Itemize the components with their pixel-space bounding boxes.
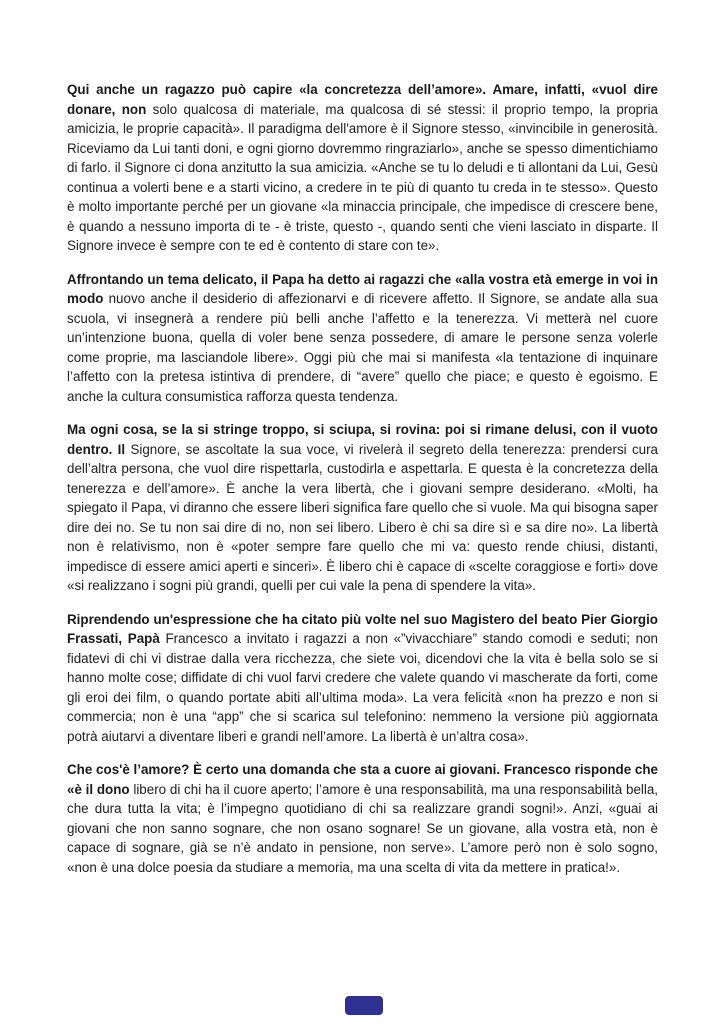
paragraph-2-body: nuovo anche il desiderio di affezionarvi e di ricevere affetto. Il Signore, se andate alla sua scuola, vi insegnerà a rendere più belli anche l’affetto e la tenerezza. Vi metterà nel cuore un’intenzione buona, quella di voler bene senza possedere, di amare le persone senza volerle come proprie, ma lasciandole libere». Oggi più che mai si manifesta «la tentazione di inquinare l’affetto con la pretesa istintiva di prendere, di “avere” quello che piace; e questo è egoismo. E anche la cultura consumistica rafforza questa tendenza. xyxy=(67,291,658,404)
paragraph-2 xyxy=(67,270,658,407)
paragraph-1-lead: Qui anche un ragazzo può capire «la concretezza dell’amore». Amare, infatti, «vuol dire donare, non xyxy=(67,82,658,117)
paragraph-3-body: Signore, se ascoltate la sua voce, vi rivelerà il segreto della tenerezza: prendersi cura dell’altra persona, che vuol dire rispettarla, custodirla e aspettarla. E questa è la concretezza della tenerezza e dell’amore». È anche la vera libertà, che i giovani sempre desiderano. «Molti, ha spiegato il Papa, vi diranno che essere liberi significa fare quello che si vuole. Ma qui bisogna saper dire dei no. Se tu non sai dire di no, non sei libero. Libero è chi sa dire sì e sa dire no». La libertà non è relativismo, non è «poter sempre fare quello che mi va: questo rende chiusi, distanti, impedisce di essere amici aperti e sinceri». È libero chi è capace di «scelte coraggiose e forti» dove «si realizzano i sogni più grandi, quelli per cui vale la pena di spendere la vita». xyxy=(67,441,658,593)
footer-logo-badge xyxy=(345,996,383,1015)
paragraph-1 xyxy=(67,80,658,256)
paragraph-4-body: Francesco a invitato i ragazzi a non «”vivacchiare” stando comodi e seduti; non fidatevi di chi vi distrae dalla vera ricchezza, che siete voi, dicendovi che la vita è bella solo se si hanno molte cose; diffidate di chi vuol farvi credere che valete quando vi mascherate da forti, come gli eroi dei film, o quando portate abiti all’ultima moda». La vera felicità «non ha prezzo e non si commercia; non è una “app” che si scarica sul telefonino: nemmeno la versione più aggiornata potrà aiutarvi a diventare liberi e grandi nell’amore. La libertà è un’altra cosa». xyxy=(67,631,658,744)
paragraph-5-lead: Che cos'è l’amore? È certo una domanda che sta a cuore ai giovani. Francesco risponde che «è il dono xyxy=(67,762,658,797)
paragraph-4-lead: Riprendendo un'espressione che ha citato più volte nel suo Magistero del beato Pier Giorgio Frassati, Papà xyxy=(67,611,658,646)
paragraph-5-body: libero di chi ha il cuore aperto; l’amore è una responsabilità, ma una responsabilità bella, che dura tutta la vita; è l’impegno quotidiano di chi sa realizzare grandi sogni!». Anzi, «guai ai giovani che non sanno sognare, che non osano sognare! Se un giovane, alla vostra età, non è capace di sognare, già se n’è andato in pensione, non serve». L’amore però non è solo sogno, «non è una dolce poesia da studiare a memoria, ma una scelta di vita da mettere in pratica!». xyxy=(67,781,659,875)
paragraph-5 xyxy=(67,760,658,877)
paragraph-1-body: solo qualcosa di materiale, ma qualcosa di sé stessi: il proprio tempo, la propria amicizia, le proprie capacità». Il paradigma dell'amore è il Signore stesso, «invincibile in generosità. Riceviamo da Lui tanti doni, e ogni giorno dovremmo ringraziarlo», anche se spesso dimentichiamo di farlo. il Signore ci dona anzitutto la sua amicizia. «Anche se tu lo deludi e ti allontani da Lui, Gesù continua a volerti bene e a starti vicino, a credere in te più di quanto tu creda in te stesso». Questo è molto importante perché per un giovane «la minaccia principale, che impedisce di crescere bene, è quando a nessuno importa di te - è triste, questo -, quando senti che vieni lasciato in disparte. Il Signore invece è sempre con te ed è contento di stare con te». xyxy=(67,101,659,253)
paragraph-3 xyxy=(67,420,658,596)
paragraph-2-lead: Affrontando un tema delicato, il Papa ha detto ai ragazzi che «alla vostra età emerge in voi in modo xyxy=(67,271,658,306)
paragraph-4 xyxy=(67,610,658,747)
document-text-block xyxy=(67,80,658,891)
paragraph-3-lead: Ma ogni cosa, se la si stringe troppo, si sciupa, si rovina: poi si rimane delusi, con il vuoto dentro. Il xyxy=(67,422,658,457)
